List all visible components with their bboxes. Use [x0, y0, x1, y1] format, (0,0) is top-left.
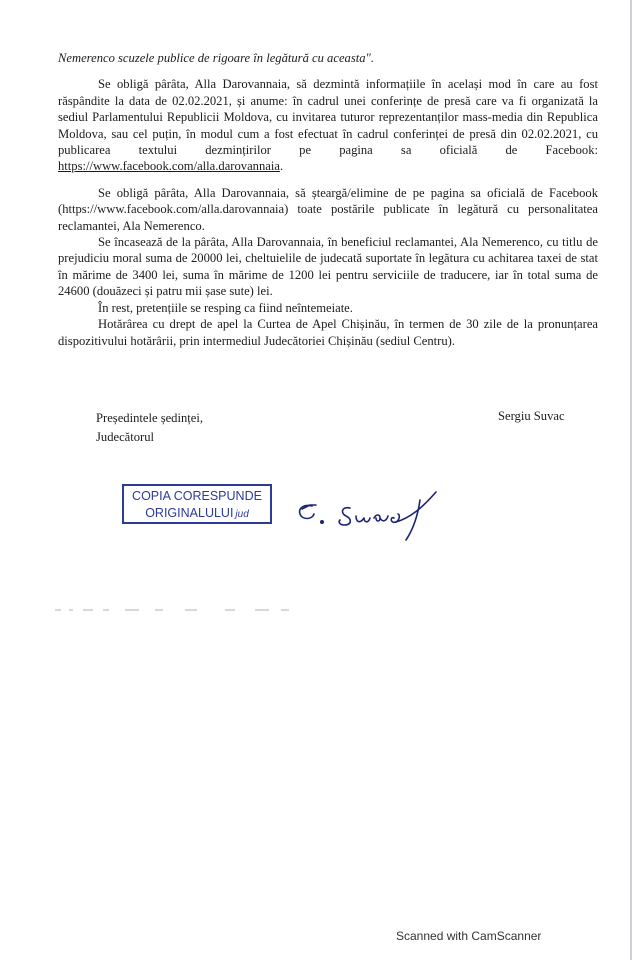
paragraph-appeal: Hotărârea cu drept de apel la Curtea de Apel Chișinău, în termen de 30 zile de la pronunțarea dispozitivului hotărârii, prin intermediul Judecătoriei Chișinău (sediul Centru). — [58, 317, 598, 348]
paragraph-delete-posts: Se obligă pârâta, Alla Darovannaia, să șteargă/elimine de pe pagina sa oficială de Facebook (https://www.facebook.com/alla.darovannaia) toate postările publicate în legătură cu personalitatea reclamantei, Ala Nemerenco. — [58, 185, 598, 233]
scanner-watermark: Scanned with CamScanner — [396, 929, 542, 943]
presiding-title-line2: Judecătorul — [96, 430, 155, 444]
facebook-link[interactable]: https://www.facebook.com/alla.darovannaia — [58, 159, 280, 174]
handwritten-signature — [290, 478, 470, 548]
paragraph-retraction-end: . — [279, 159, 284, 174]
presiding-title — [96, 409, 203, 447]
stamp-line2-wrap — [124, 505, 270, 523]
paragraph-rejection: În rest, pretențiile se resping ca fiind neîntemeiate. — [98, 300, 353, 315]
paragraph-retraction — [58, 76, 598, 174]
paragraph-compensation: Se încasează de la pârâta, Alla Darovannaia, în beneficiul reclamantei, Ala Nemerenco, cu titlu de prejudiciu moral suma de 20000 lei, cheltuielile de judecată suportate în legătura cu achitarea taxei de stat în mărime de 3400 lei, suma în mărime de 1200 lei pentru serviciile de traducere, iar în total suma de 24600 (douăzeci și patru mii șase sute) lei. — [58, 235, 598, 299]
document-body — [58, 50, 598, 359]
paragraph-retraction-text: Se obligă pârâta, Alla Darovannaia, să dezmintă informațiile în același mod în care au fost răspândite la data de 02.02.2021, și anume: în cadrul unei conferințe de presă care va fi organizată la sediul Parlamentului Republicii Moldova, cu invitarea tuturor reprezentanților mass-media din Republica Moldova, sau cel puțin, în modul cum a fost efectuat în cadrul conferinței de presă din 02.02.2021, cu publicarea textului dezmințirilor pe pagina sa oficială de Facebook: — [58, 77, 598, 158]
stamp-suffix: jud — [235, 509, 249, 520]
intro-line: Nemerenco scuzele publice de rigoare în legătură cu aceasta". — [58, 51, 374, 65]
judge-name: Sergiu Suvac — [498, 409, 565, 423]
stamp-line2: ORIGINALULUI — [145, 506, 234, 520]
stamp-line1: COPIA CORESPUNDE — [132, 489, 262, 503]
presiding-title-line1: Președintele ședinței, — [96, 411, 204, 425]
certification-stamp — [122, 484, 272, 524]
faint-marks — [55, 606, 295, 614]
